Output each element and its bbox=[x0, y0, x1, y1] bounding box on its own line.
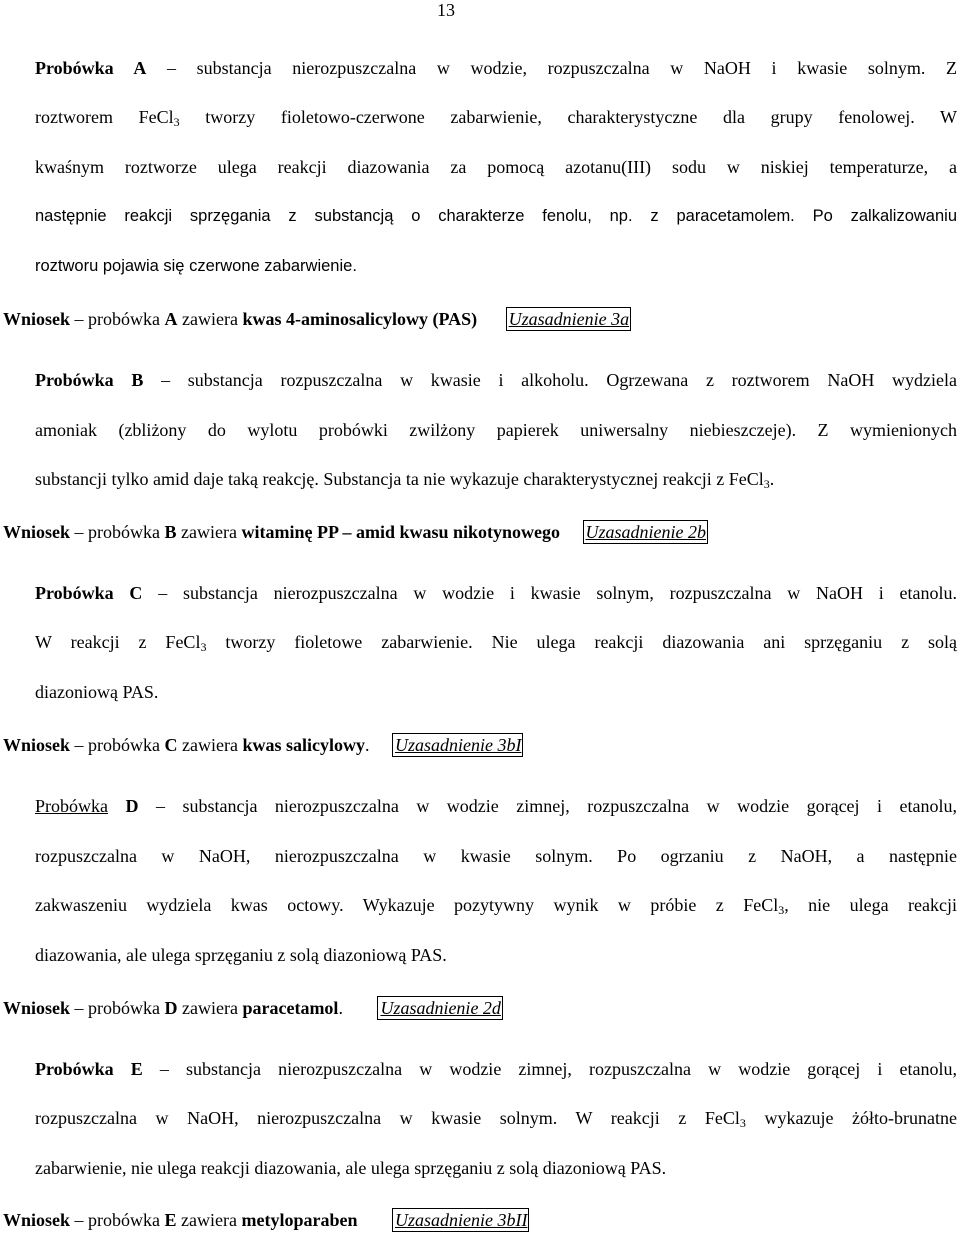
justification-link-a[interactable]: Uzasadnienie 3a bbox=[506, 307, 632, 331]
justification-link-d[interactable]: Uzasadnienie 2d bbox=[377, 996, 503, 1020]
substance-name: witaminę PP – amid kwasu nikotynowego bbox=[241, 522, 561, 542]
text: zawiera bbox=[177, 735, 243, 755]
subscript: 3 bbox=[763, 477, 770, 491]
tube-letter: D bbox=[164, 998, 178, 1018]
conclusion-label: Wniosek bbox=[3, 309, 71, 329]
text: . bbox=[769, 469, 775, 489]
text: . bbox=[364, 735, 370, 755]
section-c-line-2 bbox=[35, 632, 957, 652]
section-e-title: Probówka E bbox=[35, 1059, 143, 1079]
section-c-line-1 bbox=[35, 583, 957, 603]
section-d-line-3 bbox=[35, 895, 957, 915]
text: – probówka bbox=[70, 309, 165, 329]
section-b-title: Probówka B bbox=[35, 370, 144, 390]
text: W reakcji z FeCl bbox=[35, 632, 201, 652]
page-number: 13 bbox=[437, 0, 455, 20]
conclusion-c bbox=[3, 733, 523, 757]
substance-name: metyloparaben bbox=[241, 1210, 358, 1230]
text: substancji tylko amid daje taką reakcję. Substancja ta nie wykazuje charakterystycznej reakcji z FeCl bbox=[35, 469, 764, 489]
text: zakwaszeniu wydziela kwas octowy. Wykazuje pozytywny wynik w próbie z FeCl bbox=[35, 895, 779, 915]
section-a-title: Probówka A bbox=[35, 58, 147, 78]
subscript: 3 bbox=[173, 115, 180, 129]
section-c-title: Probówka C bbox=[35, 583, 143, 603]
text: zawiera bbox=[177, 309, 243, 329]
text: zawiera bbox=[176, 1210, 242, 1230]
conclusion-e bbox=[3, 1208, 529, 1232]
text: zawiera bbox=[177, 998, 243, 1018]
text: – substancja nierozpuszczalna w wodzie i kwasie solnym, rozpuszczalna w NaOH i etanolu. bbox=[142, 583, 957, 603]
section-d-title-word: Probówka bbox=[35, 796, 108, 816]
section-b-line-2: amoniak (zbliżony do wylotu probówki zwilżony papierek uniwersalny niebieszczeje). Z wymienionych bbox=[35, 420, 957, 440]
conclusion-label: Wniosek bbox=[3, 998, 71, 1018]
text: – probówka bbox=[70, 1210, 165, 1230]
section-a-text: – substancja nierozpuszczalna w wodzie, rozpuszczalna w NaOH i kwasie solnym. Z bbox=[146, 58, 957, 78]
tube-letter: B bbox=[164, 522, 177, 542]
substance-name: kwas salicylowy bbox=[242, 735, 365, 755]
text: tworzy fioletowo-czerwone zabarwienie, charakterystyczne dla grupy fenolowej. W bbox=[179, 107, 957, 127]
conclusion-b bbox=[3, 520, 708, 544]
text: – substancja nierozpuszczalna w wodzie zimnej, rozpuszczalna w wodzie gorącej i etanolu, bbox=[138, 796, 957, 816]
text: – probówka bbox=[70, 522, 165, 542]
subscript: 3 bbox=[200, 640, 207, 654]
section-a-line-1 bbox=[35, 58, 957, 78]
text: – probówka bbox=[70, 998, 165, 1018]
text: zawiera bbox=[176, 522, 242, 542]
section-a-line-5: roztworu pojawia się czerwone zabarwienie. bbox=[35, 257, 357, 275]
text: rozpuszczalna w NaOH, nierozpuszczalna w kwasie solnym. W reakcji z FeCl bbox=[35, 1108, 740, 1128]
section-d-line-1 bbox=[35, 796, 957, 816]
section-e-line-3: zabarwienie, nie ulega reakcji diazowania, ale ulega sprzęganiu z solą diazoniową PAS. bbox=[35, 1158, 667, 1178]
text: . bbox=[338, 998, 343, 1018]
conclusion-a bbox=[3, 307, 631, 331]
section-a-line-2 bbox=[35, 107, 957, 127]
tube-letter: C bbox=[164, 735, 178, 755]
text: , nie ulega reakcji bbox=[784, 895, 957, 915]
conclusion-d bbox=[3, 996, 503, 1020]
section-a-line-4: następnie reakcji sprzęgania z substancją o charakterze fenolu, np. z paracetamolem. Po zalkalizowaniu bbox=[35, 207, 957, 225]
text: – substancja nierozpuszczalna w wodzie zimnej, rozpuszczalna w wodzie gorącej i etanolu, bbox=[142, 1059, 957, 1079]
subscript: 3 bbox=[778, 903, 785, 917]
conclusion-label: Wniosek bbox=[3, 1210, 71, 1230]
section-d-line-4: diazowania, ale ulega sprzęganiu z solą diazoniową PAS. bbox=[35, 945, 447, 965]
conclusion-label: Wniosek bbox=[3, 522, 71, 542]
section-b-line-1 bbox=[35, 370, 957, 390]
tube-letter: E bbox=[164, 1210, 177, 1230]
tube-letter: A bbox=[164, 309, 178, 329]
section-d-title-letter: D bbox=[125, 796, 139, 816]
text: roztworem FeCl bbox=[35, 107, 174, 127]
section-e-line-2 bbox=[35, 1108, 957, 1128]
section-d-line-2: rozpuszczalna w NaOH, nierozpuszczalna w kwasie solnym. Po ogrzaniu z NaOH, a następnie bbox=[35, 846, 957, 866]
justification-link-e[interactable]: Uzasadnienie 3bII bbox=[392, 1208, 529, 1232]
subscript: 3 bbox=[739, 1116, 746, 1130]
text: wykazuje żółto-brunatne bbox=[745, 1108, 957, 1128]
text: – probówka bbox=[70, 735, 165, 755]
text: tworzy fioletowe zabarwienie. Nie ulega reakcji diazowania ani sprzęganiu z solą bbox=[206, 632, 958, 652]
justification-link-c[interactable]: Uzasadnienie 3bI bbox=[392, 733, 523, 757]
section-e-line-1 bbox=[35, 1059, 957, 1079]
justification-link-b[interactable]: Uzasadnienie 2b bbox=[583, 520, 709, 544]
text: – substancja rozpuszczalna w kwasie i alkoholu. Ogrzewana z roztworem NaOH wydziela bbox=[143, 370, 957, 390]
section-c-line-3: diazoniową PAS. bbox=[35, 682, 159, 702]
section-a-line-3: kwaśnym roztworze ulega reakcji diazowania za pomocą azotanu(III) sodu w niskiej temperaturze, a bbox=[35, 157, 957, 177]
substance-name: paracetamol bbox=[242, 998, 339, 1018]
conclusion-label: Wniosek bbox=[3, 735, 71, 755]
substance-name: kwas 4-aminosalicylowy (PAS) bbox=[242, 309, 478, 329]
section-b-line-3 bbox=[35, 469, 774, 489]
